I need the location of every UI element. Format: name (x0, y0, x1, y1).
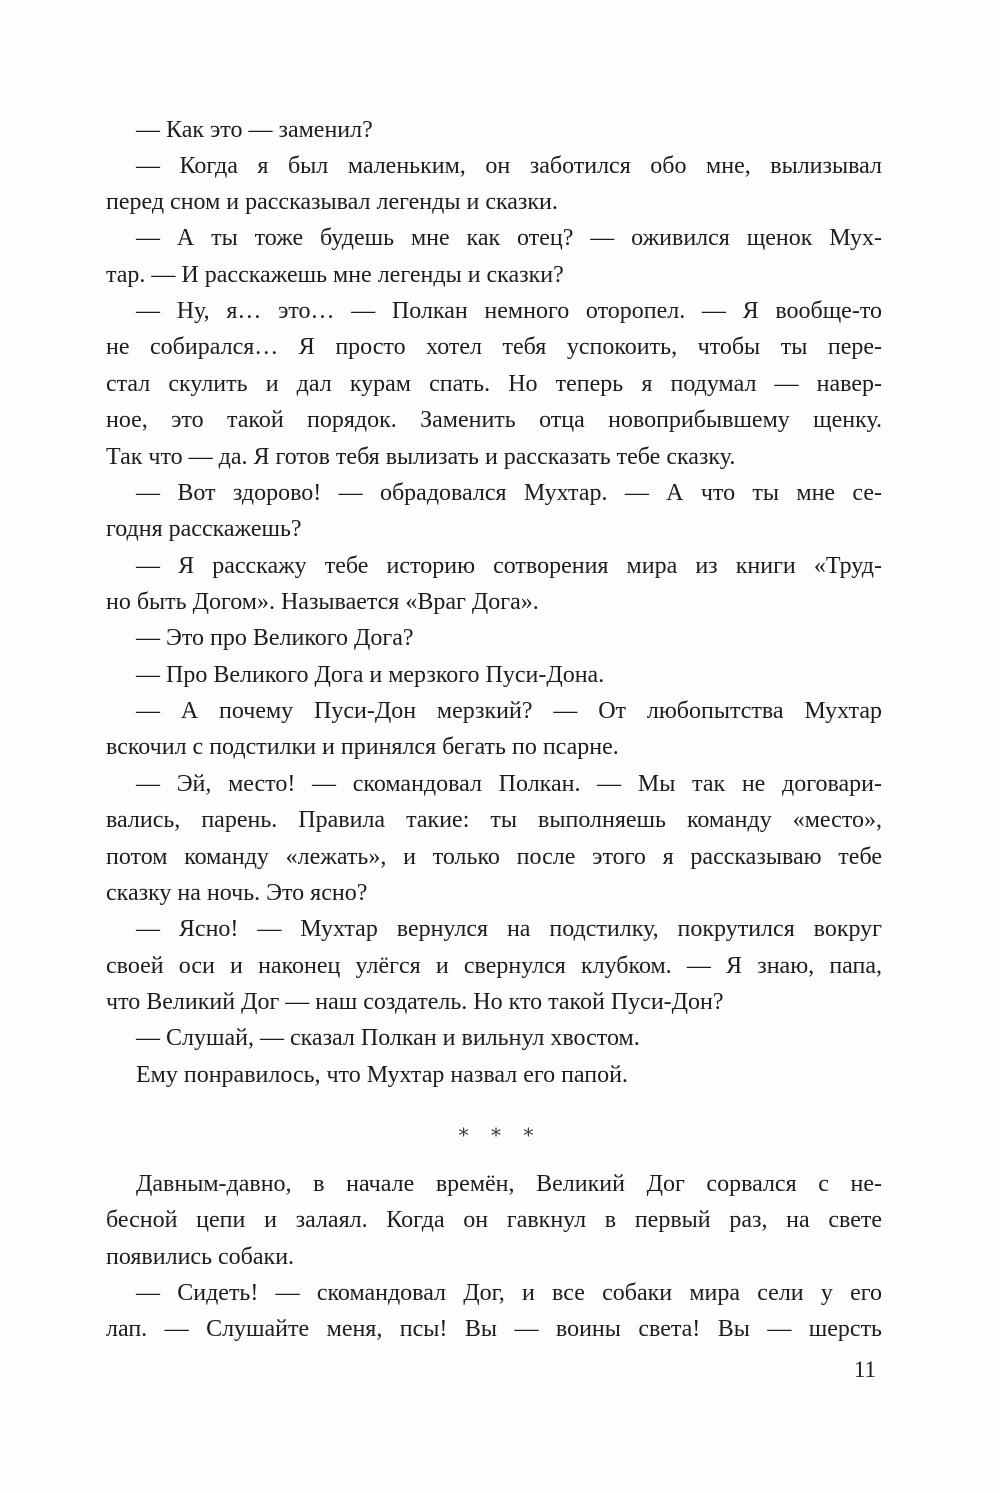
text-line: бесной цепи и залаял. Когда он гавкнул в первый раз, на свете (106, 1207, 882, 1233)
text-line: появились собаки. (106, 1244, 295, 1270)
section-separator: * * * (458, 1123, 542, 1147)
text-line: вскочил с подстилки и принялся бегать по псарне. (106, 734, 619, 760)
text-line: — Ну, я… это… — Полкан немного оторопел. — Я вообще-то (136, 298, 882, 324)
text-line: Ему понравилось, что Мухтар назвал его папой. (136, 1062, 628, 1088)
text-line: своей оси и наконец улёгся и свернулся клубком. — Я знаю, папа, (106, 953, 882, 979)
text-line: что Великий Дог — наш создатель. Но кто такой Пуси-Дон? (106, 989, 724, 1015)
text-line: — А почему Пуси-Дон мерзкий? — От любопытства Мухтар (136, 698, 882, 724)
text-line: — Эй, место! — скомандовал Полкан. — Мы так не договари- (136, 771, 882, 797)
text-line: лап. — Слушайте меня, псы! Вы — воины света! Вы — шерсть (106, 1316, 882, 1342)
text-line: Так что — да. Я готов тебя вылизать и рассказать тебе сказку. (106, 444, 736, 470)
text-line: Давным-давно, в начале времён, Великий Дог сорвался с не- (136, 1171, 882, 1197)
text-line: — Слушай, — сказал Полкан и вильнул хвостом. (136, 1025, 640, 1051)
text-line: — Как это — заменил? (136, 117, 373, 143)
text-line: тар. — И расскажешь мне легенды и сказки? (106, 262, 564, 288)
text-line: годня расскажешь? (106, 516, 302, 542)
text-line: — А ты тоже будешь мне как отец? — оживился щенок Мух- (136, 225, 882, 251)
text-line: перед сном и рассказывал легенды и сказки. (106, 189, 558, 215)
text-line: ное, это такой порядок. Заменить отца новоприбывшему щенку. (106, 407, 882, 433)
text-line: — Я расскажу тебе историю сотворения мира из книги «Труд- (136, 553, 882, 579)
text-line: но быть Догом». Называется «Враг Дога». (106, 589, 539, 615)
text-line: — Ясно! — Мухтар вернулся на подстилку, покрутился вокруг (136, 916, 882, 942)
text-line: потом команду «лежать», и только после этого я рассказываю тебе (106, 844, 882, 870)
text-line: — Это про Великого Дога? (136, 625, 414, 651)
text-line: — Про Великого Дога и мерзкого Пуси-Дона. (136, 662, 605, 688)
text-line: — Когда я был маленьким, он заботился обо мне, вылизывал (136, 153, 882, 179)
text-line: сказку на ночь. Это ясно? (106, 880, 368, 906)
text-line: не собирался… Я просто хотел тебя успокоить, чтобы ты пере- (106, 334, 882, 360)
text-line: — Вот здорово! — обрадовался Мухтар. — А что ты мне се- (136, 480, 882, 506)
text-line: — Сидеть! — скомандовал Дог, и все собаки мира сели у его (136, 1280, 882, 1306)
text-line: стал скулить и дал курам спать. Но теперь я подумал — навер- (106, 371, 882, 397)
text-line: вались, парень. Правила такие: ты выполняешь команду «место», (106, 807, 882, 833)
page-number: 11 (853, 1357, 876, 1382)
